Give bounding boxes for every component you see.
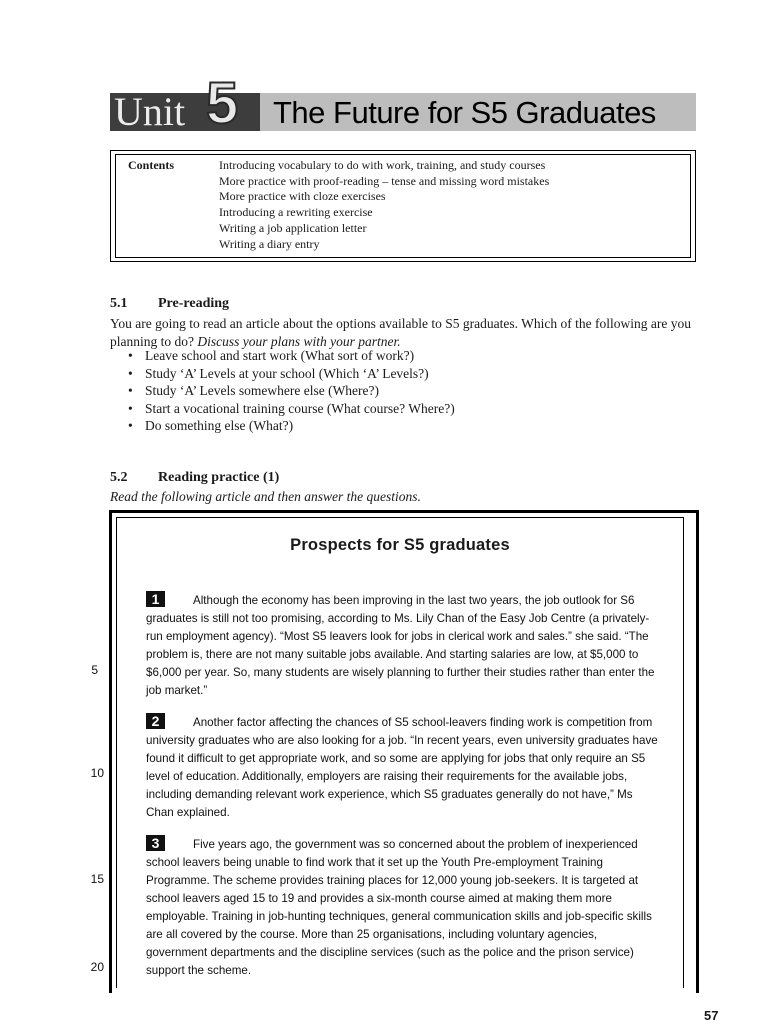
section-title: Reading practice (1) [158, 470, 280, 485]
options-list [128, 347, 455, 435]
page-number: 57 [704, 1008, 719, 1023]
contents-item: Writing a diary entry [219, 236, 320, 251]
unit-number: 5 [206, 71, 239, 136]
line-number: 5 [91, 663, 98, 677]
intro-text: You are going to read an article about the options available to S5 graduates. Which of the following are you planning to do? [110, 316, 691, 349]
section-intro [110, 315, 700, 350]
paragraph-number: 3 [146, 835, 165, 851]
section-number: 5.1 [110, 296, 128, 311]
section-heading-5-1 [110, 296, 229, 312]
article-paragraph-2 [146, 713, 660, 822]
section-heading-5-2 [110, 470, 279, 486]
line-number: 20 [90, 960, 104, 974]
article-title: Prospects for S5 graduates [290, 536, 510, 554]
paragraph-text: Five years ago, the government was so concerned about the problem of inexperienced school leavers being unable to find work that it set up the Youth Pre-employment Training Programme. The scheme provides training places for 12,000 young job-seekers. It is targeted at school leavers aged 15 to 19 and provides a six-month course aimed at making them more employable. Training in job-hunting techniques, general communication skills and job-specific skills are all covered by the course. More than 25 organisations, including voluntary agencies, government departments and the discipline services (such as the police and the prison service) support the scheme. [146, 838, 652, 977]
intro-instruction: Discuss your plans with your partner. [197, 333, 401, 349]
article-paragraph-3 [146, 835, 660, 980]
section-instruction: Read the following article and then answer the questions. [110, 489, 421, 504]
section-number: 5.2 [110, 470, 128, 485]
list-item: • Do something else (What?) [128, 417, 455, 435]
list-item: • Study ‘A’ Levels somewhere else (Where?) [128, 382, 455, 400]
contents-item: Writing a job application letter [219, 220, 367, 235]
paragraph-text: Although the economy has been improving in the last two years, the job outlook for S6 graduates is still not too promising, according to Ms. Lily Chan of the Easy Job Centre (a privately-run employment agency). “Most S5 leavers look for jobs in clerical work and sales.” she said. “The problem is, there are not many suitable jobs available. And starting salaries are low, at $5,000 to $6,000 per year. So, many students are wisely planning to further their studies rather than enter the job market.” [146, 594, 655, 697]
unit-word: Unit [114, 89, 186, 134]
section-title: Pre-reading [158, 296, 230, 311]
contents-list [219, 158, 549, 252]
page-title: The Future for S5 Graduates [273, 95, 656, 130]
contents-item: Introducing vocabulary to do with work, training, and study courses [219, 158, 546, 172]
paragraph-number: 1 [146, 591, 165, 607]
contents-item: More practice with proof-reading – tense and missing word mistakes [219, 173, 550, 188]
contents-item: More practice with cloze exercises [219, 189, 386, 204]
paragraph-number: 2 [146, 713, 165, 729]
contents-item: Introducing a rewriting exercise [219, 205, 373, 220]
contents-label: Contents [128, 158, 175, 172]
article-paragraph-1 [146, 591, 660, 700]
list-item: • Study ‘A’ Levels at your school (Which ‘A’ Levels?) [128, 365, 455, 383]
list-item: • Start a vocational training course (What course? Where?) [128, 400, 455, 418]
line-number: 15 [90, 872, 104, 886]
line-number: 10 [90, 766, 104, 780]
list-item: • Leave school and start work (What sort of work?) [128, 347, 455, 365]
paragraph-text: Another factor affecting the chances of S5 school-leavers finding work is competition from university graduates who are also looking for a job. “In recent years, even university graduates have found it difficult to get appropriate work, and so some are applying for jobs that only require an S5 level of education. Additionally, employers are raising their requirements for the available jobs, including demanding relevant work experience, which S5 graduates generally do not have,” Ms Chan explained. [146, 716, 658, 819]
